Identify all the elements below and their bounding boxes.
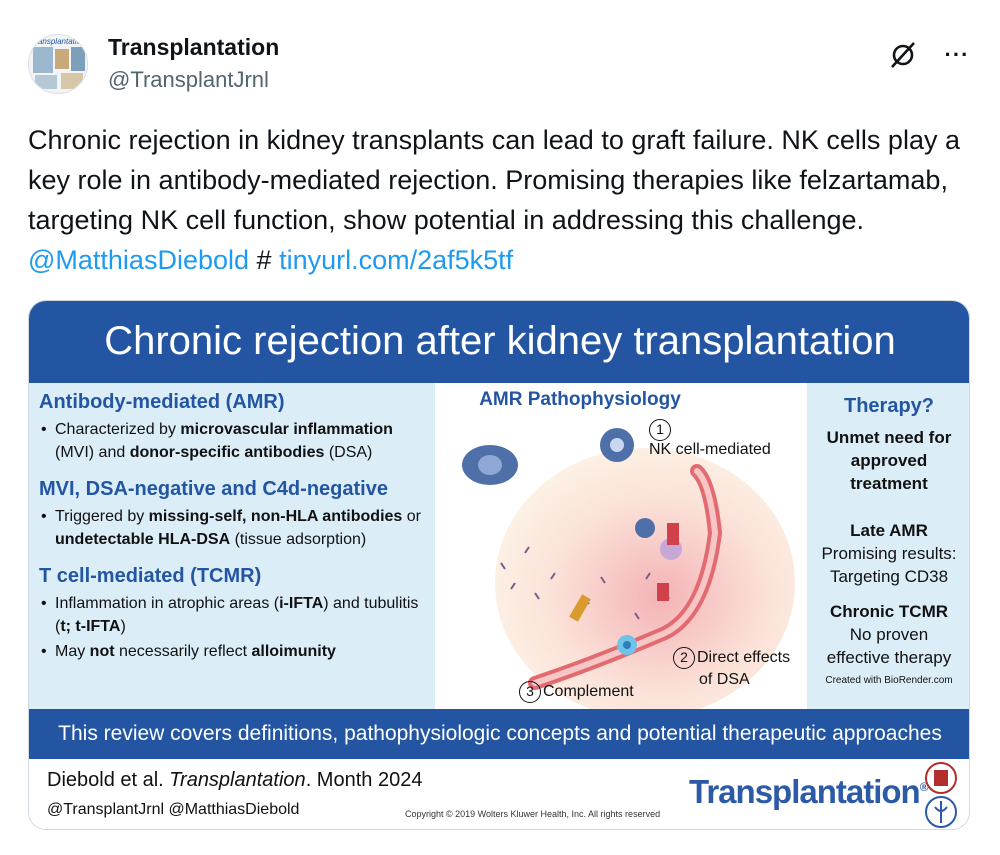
late-amr-heading: Late AMR bbox=[850, 521, 928, 540]
society-emblem-icon bbox=[923, 795, 959, 829]
tcmr-bullet-1: • Inflammation in atrophic areas (i-IFTA) and tubulitis (t; t-IFTA) bbox=[39, 592, 425, 638]
url-link[interactable]: tinyurl.com/2af5k5tf bbox=[279, 245, 514, 275]
middle-panel bbox=[435, 383, 807, 709]
amr-pathophysiology-title: AMR Pathophysiology bbox=[479, 389, 681, 410]
tcmr-bullet-2: • May not necessarily reflect alloimunity bbox=[39, 640, 425, 663]
media-image[interactable] bbox=[28, 300, 970, 830]
journal-logo: Transplantation® bbox=[689, 773, 928, 810]
more-icon-glyph: ··· bbox=[944, 42, 970, 67]
therapy-heading: Therapy? bbox=[843, 395, 935, 417]
right-panel: Therapy? Unmet need for approved treatment Late AMR Promising results: Targeting CD38 Chronic TCMR No proven effective therapy Created with BioRender.com bbox=[807, 383, 970, 709]
tweet-header bbox=[28, 32, 972, 96]
hash-symbol: # bbox=[256, 245, 272, 275]
dsa-label: 2 Direct effects of DSA bbox=[673, 647, 790, 691]
mention-link[interactable]: @MatthiasDiebold bbox=[28, 245, 250, 275]
citation-area bbox=[29, 759, 970, 830]
author-name[interactable]: Transplantation bbox=[108, 34, 280, 60]
tweet-body: Chronic rejection in kidney transplants can lead to graft failure. NK cells play a key role in antibody-mediated rejection. Promising therapies like felzartamab, targeting NK cell function, show potential in addressing this challenge. bbox=[28, 125, 960, 235]
avatar-label: Transplantation bbox=[31, 37, 86, 46]
more-icon[interactable] bbox=[940, 38, 974, 72]
copyright: Copyright © 2019 Wolters Kluwer Health, Inc. All rights reserved bbox=[405, 809, 661, 819]
grok-icon[interactable] bbox=[886, 38, 920, 72]
mvi-heading: MVI, DSA-negative and C4d-negative bbox=[39, 478, 388, 500]
author-handle[interactable]: @TransplantJrnl bbox=[108, 67, 269, 92]
society-seal-icon bbox=[923, 761, 959, 795]
tweet-text bbox=[28, 120, 978, 280]
citation: Diebold et al. Transplantation. Month 2024 bbox=[47, 769, 423, 791]
amr-heading: Antibody-mediated (AMR) bbox=[39, 391, 285, 413]
left-panel bbox=[29, 383, 435, 709]
complement-label: 3 Complement bbox=[519, 681, 634, 703]
infographic-title: Chronic rejection after kidney transplantation bbox=[29, 301, 970, 383]
infographic-footer: This review covers definitions, pathophysiologic concepts and potential therapeutic approaches bbox=[29, 709, 970, 759]
citation-handles: @TransplantJrnl @MatthiasDiebold bbox=[47, 801, 300, 818]
nk-label: 1 NK cell-mediated bbox=[649, 421, 771, 458]
mvi-bullet: • Triggered by missing-self, non-HLA antibodies or undetectable HLA-DSA (tissue adsorption) bbox=[39, 505, 425, 551]
chronic-tcmr-heading: Chronic TCMR bbox=[829, 602, 949, 621]
amr-bullet: • Characterized by microvascular inflammation (MVI) and donor-specific antibodies (DSA) bbox=[39, 418, 425, 464]
biorender-credit: Created with BioRender.com bbox=[825, 675, 953, 686]
tcmr-heading: T cell-mediated (TCMR) bbox=[39, 565, 262, 587]
avatar[interactable] bbox=[28, 34, 88, 94]
